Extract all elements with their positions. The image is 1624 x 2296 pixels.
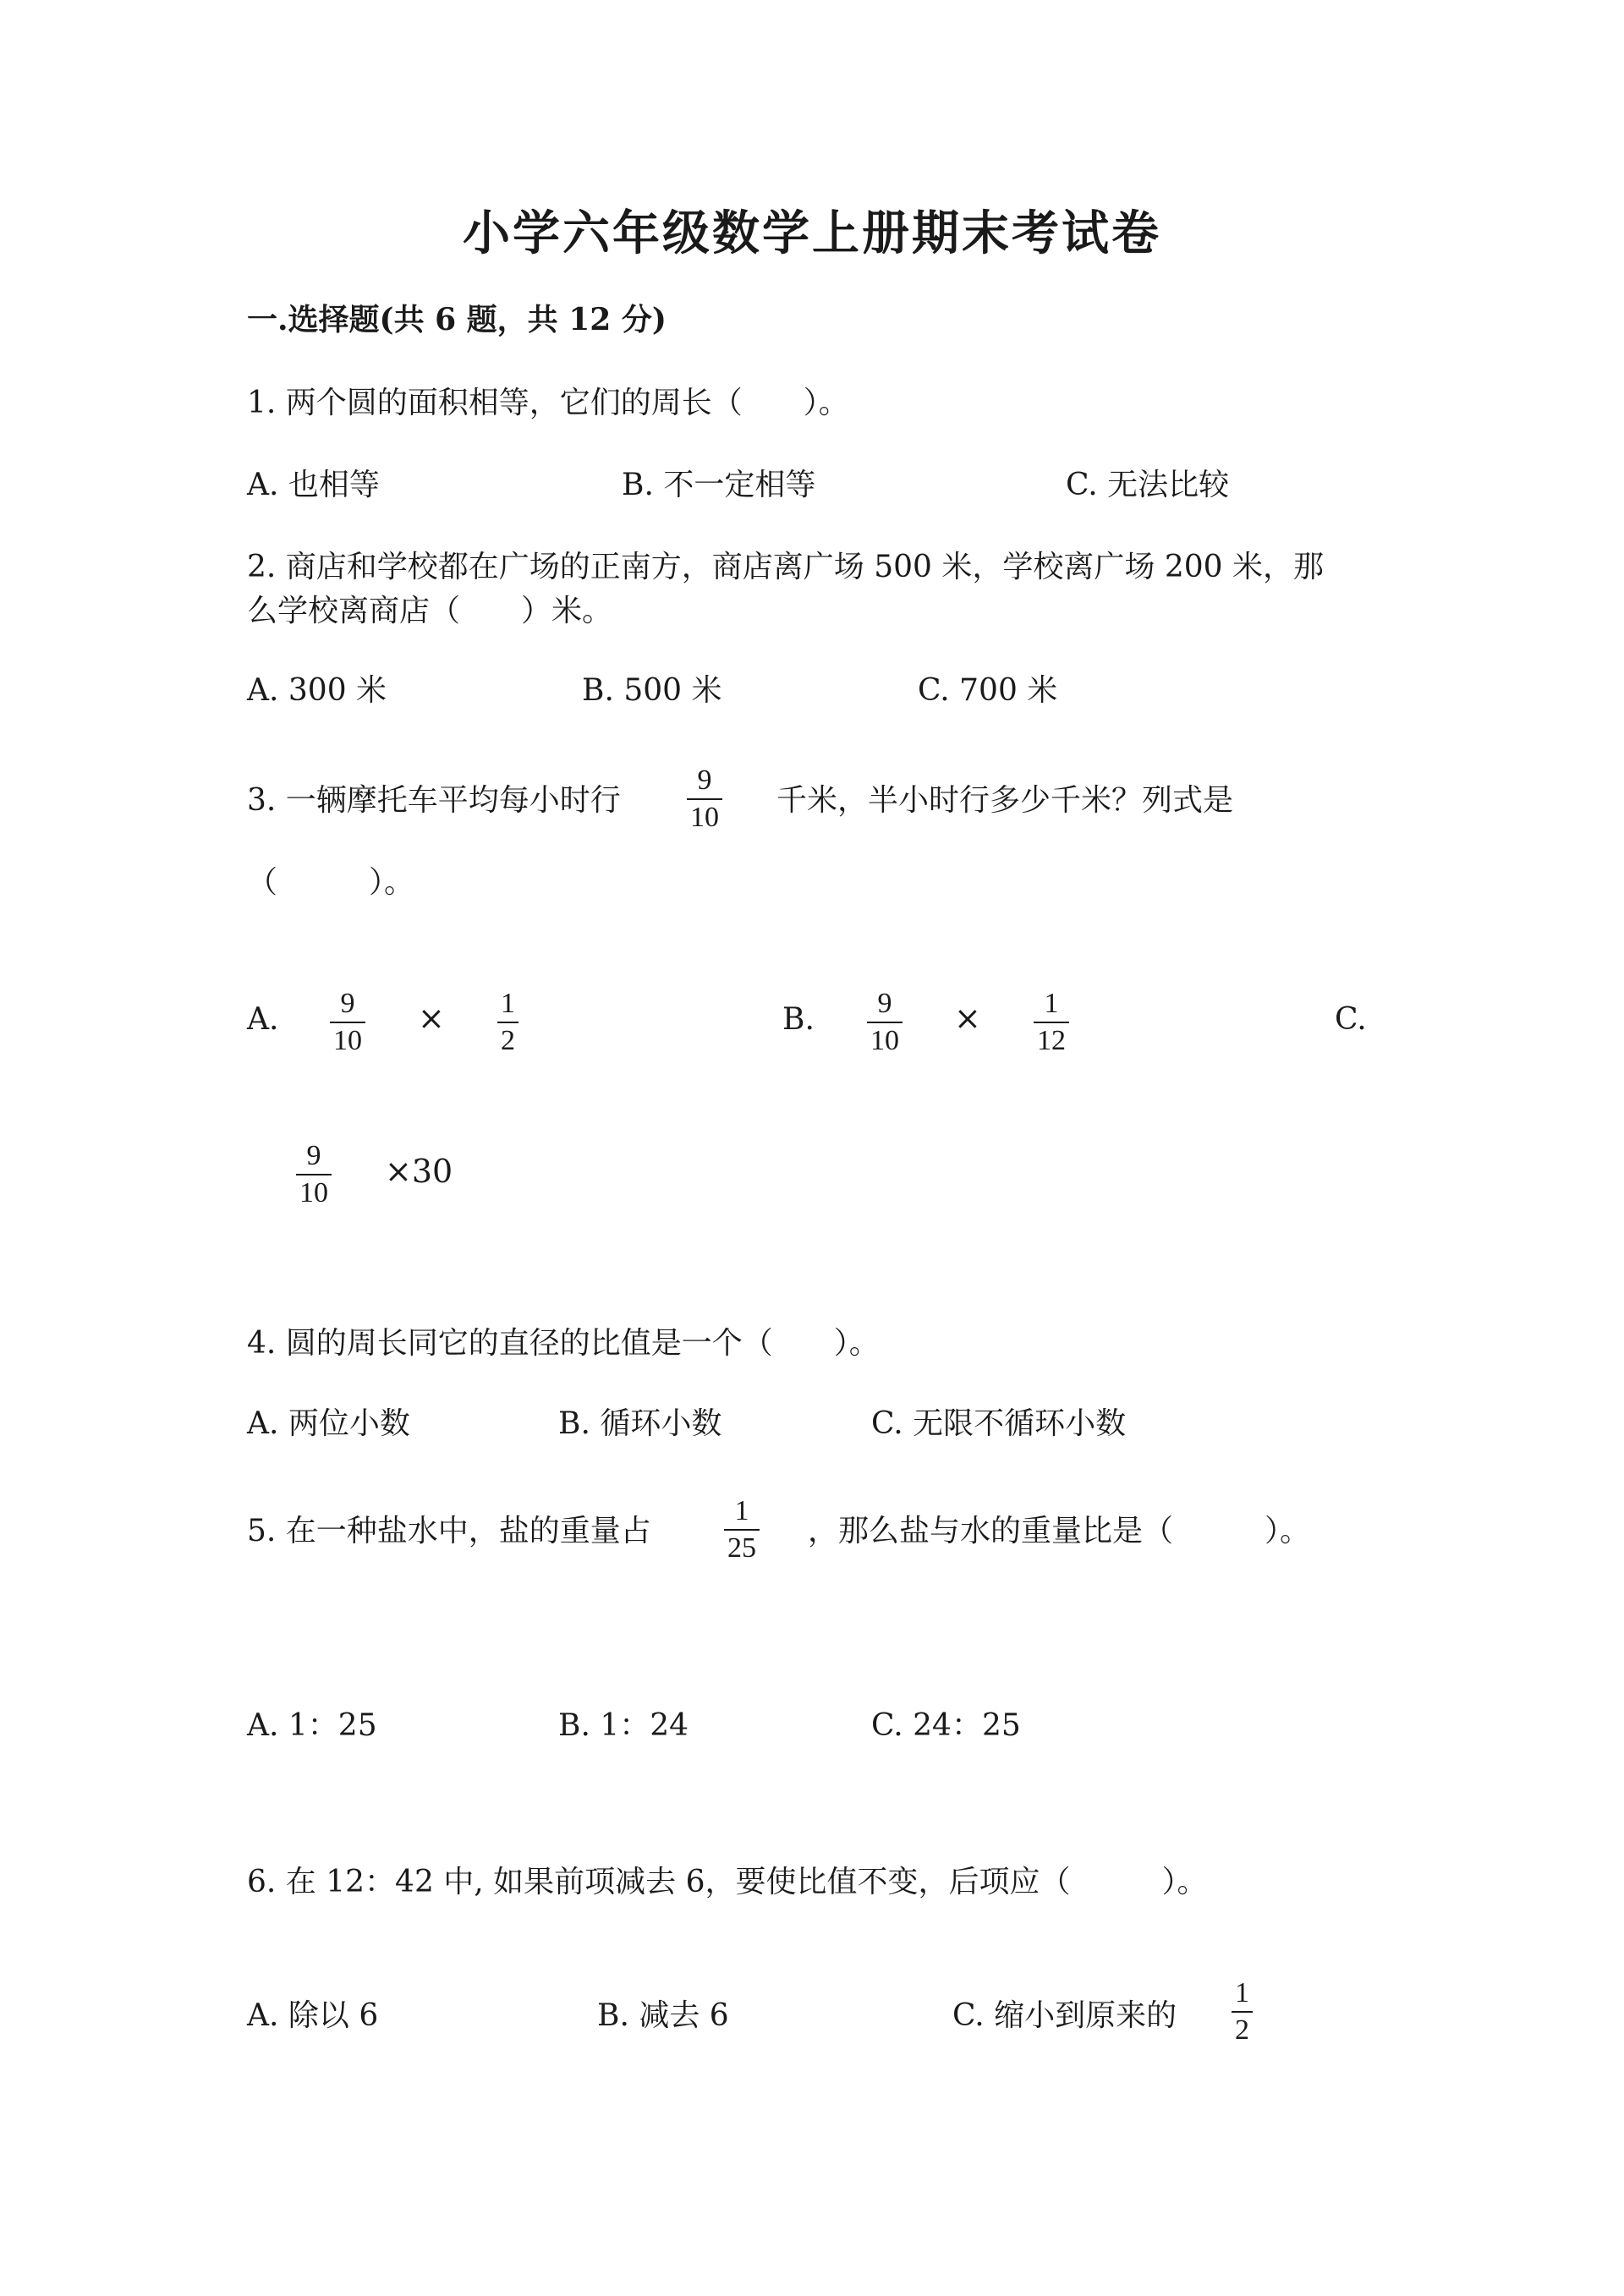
q6-option-b[interactable]: B. 减去 6 [597, 1998, 729, 2033]
fraction-denominator: 10 [690, 802, 719, 833]
q3-option-c-fraction [296, 1142, 332, 1208]
fraction-denominator: 2 [501, 1025, 515, 1056]
question-1-text: 1. 两个圆的面积相等，它们的周长（ ）。 [247, 386, 849, 420]
fraction-numerator: 9 [340, 988, 355, 1019]
q1-option-c[interactable]: C. 无法比较 [1066, 468, 1230, 502]
question-4-text: 4. 圆的周长同它的直径的比值是一个（ ）。 [247, 1326, 880, 1361]
q3-fraction [687, 766, 722, 832]
fraction-denominator: 12 [1037, 1025, 1066, 1056]
q3-option-b-times: × [954, 1000, 981, 1037]
question-2-text-line1: 2. 商店和学校都在广场的正南方，商店离广场 500 米，学校离广场 200 米，那 [247, 550, 1324, 584]
question-5-text-after: ，那么盐与水的重量比是（ ）。 [808, 1514, 1311, 1548]
q1-option-a[interactable]: A. 也相等 [247, 468, 380, 502]
q4-option-a[interactable]: A. 两位小数 [247, 1406, 410, 1441]
q2-option-b[interactable]: B. 500 米 [582, 673, 722, 708]
question-3-text-before: 3. 一辆摩托车平均每小时行 [247, 783, 621, 818]
q3-option-b-label[interactable]: B. [782, 1002, 815, 1037]
fraction-numerator: 9 [306, 1140, 321, 1171]
fraction-numerator: 1 [734, 1495, 749, 1526]
q4-option-c[interactable]: C. 无限不循环小数 [871, 1406, 1127, 1441]
q5-option-b[interactable]: B. 1：24 [558, 1708, 689, 1743]
q3-option-a-label[interactable]: A. [247, 1002, 279, 1037]
question-3-text-after: 千米，半小时行多少千米？列式是 [776, 783, 1234, 818]
q3-option-c-label[interactable]: C. [1335, 1002, 1367, 1037]
q6-option-c-fraction [1232, 1979, 1253, 2045]
fraction-denominator: 25 [727, 1532, 756, 1564]
q3-option-a-fraction-1 [330, 989, 365, 1055]
question-5-text-before: 5. 在一种盐水中，盐的重量占 [247, 1514, 651, 1548]
question-6-text: 6. 在 12：42 中, 如果前项减去 6，要使比值不变，后项应（ ）。 [247, 1865, 1208, 1899]
fraction-denominator: 10 [333, 1025, 362, 1056]
q3-option-b-fraction-1 [867, 989, 903, 1055]
q3-option-a-fraction-2 [497, 989, 518, 1055]
fraction-numerator: 9 [877, 988, 892, 1019]
fraction-numerator: 1 [1044, 988, 1059, 1019]
fraction-numerator: 1 [1235, 1977, 1249, 2008]
fraction-denominator: 2 [1235, 2014, 1249, 2046]
question-3-text-line2: （ ）。 [247, 865, 415, 900]
q4-option-b[interactable]: B. 循环小数 [558, 1406, 722, 1441]
fraction-denominator: 10 [870, 1025, 899, 1056]
q3-option-c-suffix: ×30 [385, 1153, 453, 1190]
fraction-denominator: 10 [299, 1177, 328, 1208]
question-2-text-line2: 么学校离商店（ ）米。 [247, 594, 613, 628]
q1-option-b[interactable]: B. 不一定相等 [622, 468, 816, 502]
q3-option-b-fraction-2 [1034, 989, 1069, 1055]
fraction-numerator: 1 [501, 988, 515, 1019]
page-title: 小学六年级数学上册期末考试卷 [463, 205, 1161, 261]
q2-option-a[interactable]: A. 300 米 [247, 673, 387, 708]
q5-fraction [724, 1497, 760, 1563]
q6-option-c[interactable]: C. 缩小到原来的 [952, 1998, 1177, 2033]
q3-option-a-times: × [418, 1000, 445, 1037]
section-heading: 一.选择题(共 6 题，共 12 分) [247, 302, 667, 337]
fraction-numerator: 9 [697, 764, 712, 796]
q5-option-c[interactable]: C. 24：25 [871, 1708, 1021, 1743]
q6-option-a[interactable]: A. 除以 6 [247, 1998, 379, 2033]
q2-option-c[interactable]: C. 700 米 [918, 673, 1058, 708]
q5-option-a[interactable]: A. 1：25 [247, 1708, 377, 1743]
